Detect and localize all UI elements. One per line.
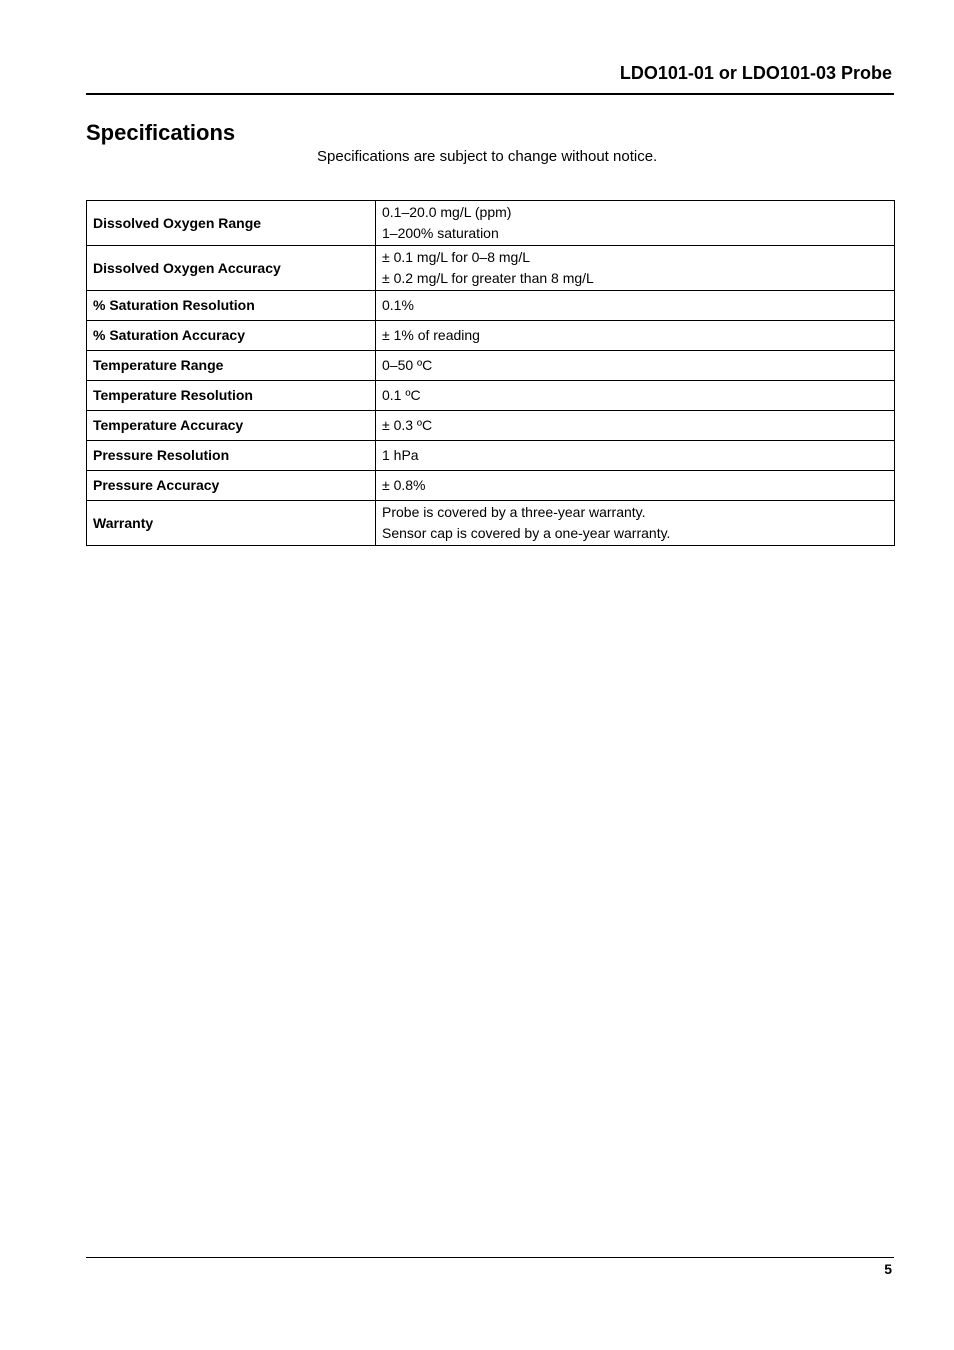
table-row <box>87 201 895 246</box>
table-row <box>87 501 895 546</box>
spec-value-line: 0.1–20.0 mg/L (ppm) <box>382 204 512 220</box>
spec-label: Dissolved Oxygen Accuracy <box>87 246 376 291</box>
table-row <box>87 246 895 291</box>
spec-label: Pressure Accuracy <box>87 471 376 501</box>
spec-value <box>376 246 895 291</box>
spec-value <box>376 501 895 546</box>
section-heading: Specifications <box>86 120 236 145</box>
spec-label: Pressure Resolution <box>87 441 376 471</box>
spec-label: Warranty <box>87 501 376 546</box>
spec-label: Temperature Range <box>87 351 376 381</box>
table-row <box>87 381 895 411</box>
spec-value: ± 0.3 ºC <box>376 411 895 441</box>
spec-value: 0.1 ºC <box>376 381 895 411</box>
page-number: 5 <box>884 1261 892 1277</box>
spec-value-line: Probe is covered by a three-year warranty. <box>382 504 646 520</box>
spec-value-line: ± 0.1 mg/L for 0–8 mg/L <box>382 249 531 265</box>
spec-value-line: Sensor cap is covered by a one-year warranty. <box>382 525 671 541</box>
table-row <box>87 411 895 441</box>
table-row <box>87 351 895 381</box>
header-divider <box>86 93 894 95</box>
spec-value <box>376 201 895 246</box>
spec-value: ± 0.8% <box>376 471 895 501</box>
spec-label: Temperature Resolution <box>87 381 376 411</box>
spec-value-line: ± 0.2 mg/L for greater than 8 mg/L <box>382 270 594 286</box>
spec-label: % Saturation Accuracy <box>87 321 376 351</box>
table-row <box>87 441 895 471</box>
spec-value: 0.1% <box>376 291 895 321</box>
spec-value-line: 1–200% saturation <box>382 225 499 241</box>
spec-label: % Saturation Resolution <box>87 291 376 321</box>
spec-value: ± 1% of reading <box>376 321 895 351</box>
specifications-notice: Specifications are subject to change without notice. <box>317 148 658 165</box>
spec-label: Dissolved Oxygen Range <box>87 201 376 246</box>
spec-value: 0–50 ºC <box>376 351 895 381</box>
table-row <box>87 471 895 501</box>
spec-value: 1 hPa <box>376 441 895 471</box>
spec-label: Temperature Accuracy <box>87 411 376 441</box>
table-row <box>87 291 895 321</box>
footer-divider <box>86 1257 894 1258</box>
specifications-table <box>86 200 895 546</box>
document-header-title: LDO101-01 or LDO101-03 Probe <box>619 63 892 83</box>
table-row <box>87 321 895 351</box>
